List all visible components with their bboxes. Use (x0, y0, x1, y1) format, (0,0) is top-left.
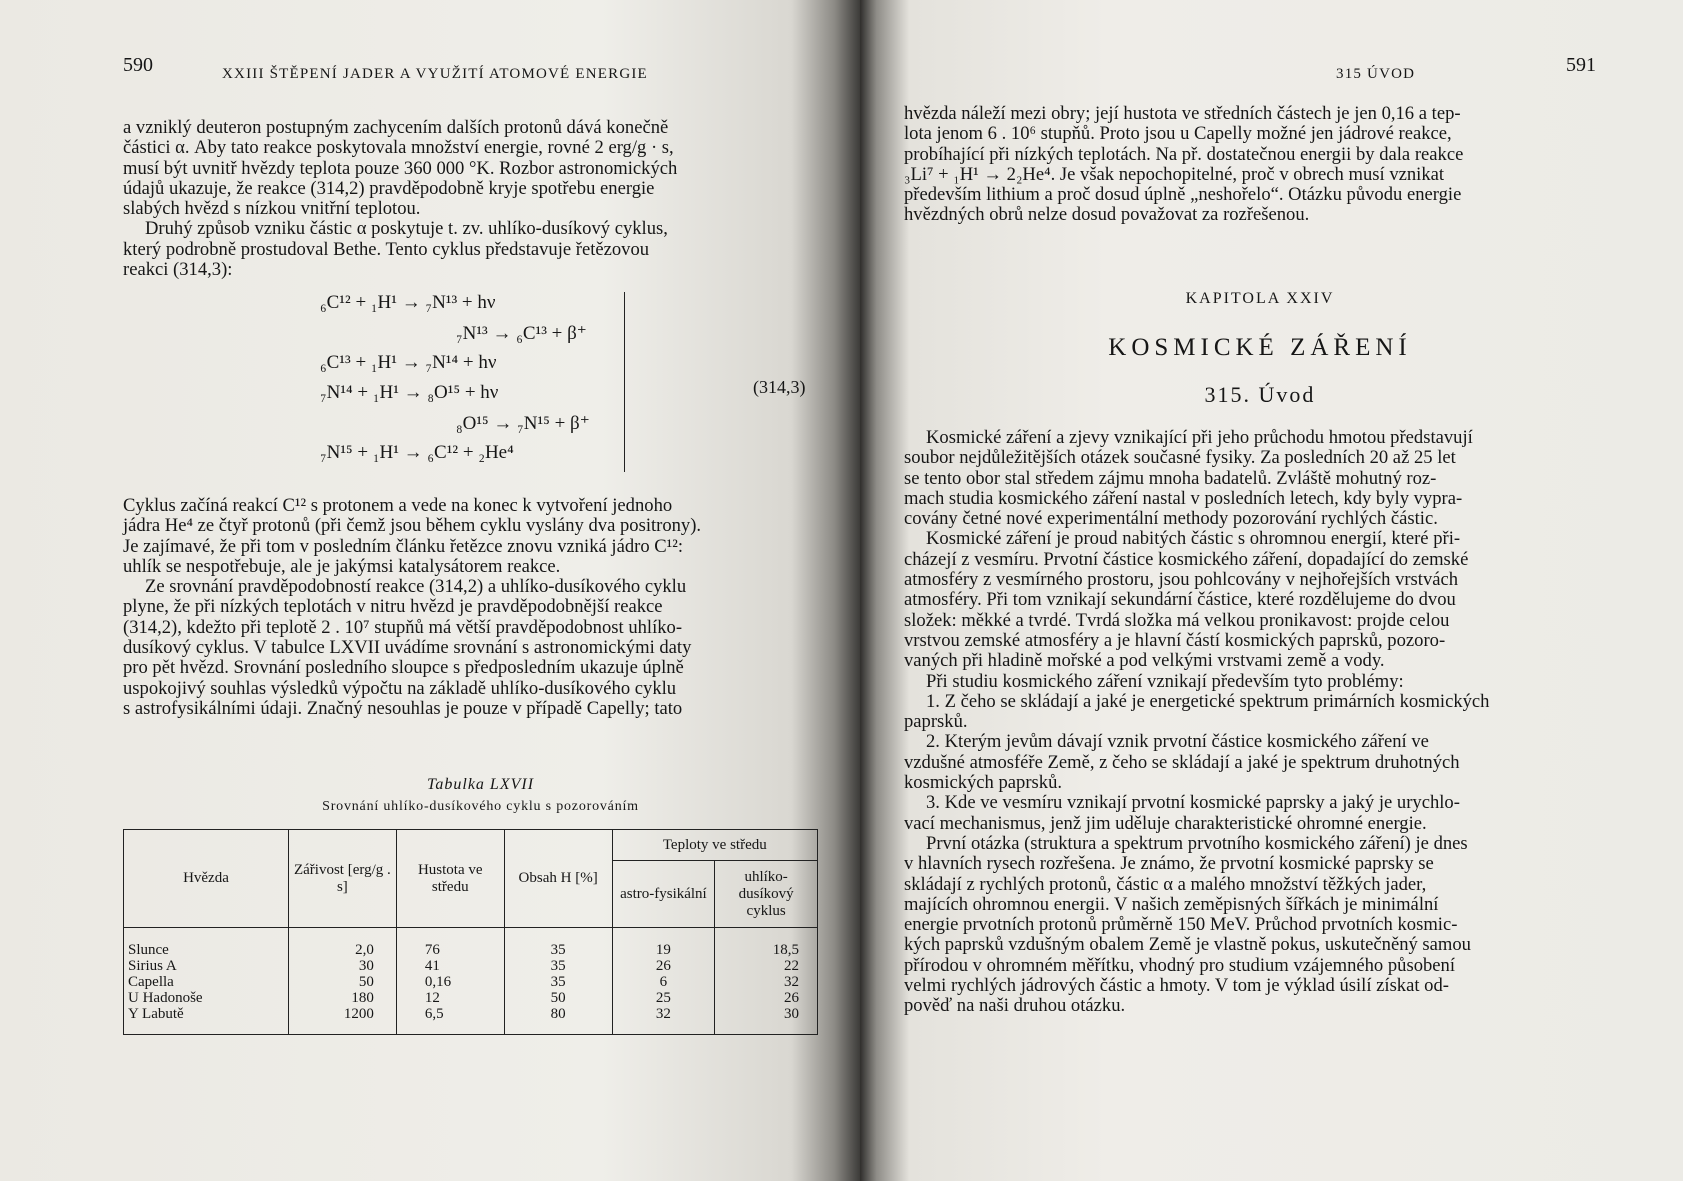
reaction-cycle-equations (320, 292, 840, 482)
density-cell: 0,16 (396, 974, 504, 990)
density-cell: 6,5 (396, 1006, 504, 1035)
right-text-top (904, 104, 1639, 226)
table-subtitle: Srovnání uhlíko-dusíkového cyklu s pozorováním (322, 799, 639, 814)
equation: ₇N¹⁴ + ₁H¹ → ₈O¹⁵ + hν (320, 382, 499, 403)
left-text-bottom (123, 496, 818, 719)
table-row (124, 958, 818, 974)
column-header: Zářivost [erg/g . s] (288, 830, 396, 928)
hydrogen-cell: 50 (504, 990, 612, 1006)
equation-brace (622, 292, 625, 472)
equation: ₇N¹³ → ₆C¹³ + β⁺ (456, 323, 587, 344)
text-line: s astrofysikálními údaji. Značný nesouhlas je pouze v případě Capelly; tato (123, 697, 683, 719)
text-line: hvězdných obrů nelze dosud považovat za rozřešenou. (904, 204, 1310, 226)
cno-temp-cell: 30 (715, 1006, 818, 1035)
text-line: především lithium a proč dosud úplně „neshořelo“. Otázku původu energie (904, 184, 1462, 206)
text-line: skládají z rychlých protonů, částic α a malého množství těžkých jader, (904, 873, 1427, 895)
text-line: jádra He⁴ ze čtyř protonů (při čemž jsou během cyklu vyslány dva positrony). (123, 515, 702, 537)
cno-temp-cell: 22 (715, 958, 818, 974)
star-cell: Sirius A (124, 958, 289, 974)
luminosity-cell: 30 (288, 958, 396, 974)
cno-temp-cell: 26 (715, 990, 818, 1006)
column-group-header: Teploty ve středu (612, 830, 817, 861)
text-line: uhlík se nespotřebuje, ale je jakýmsi katalysátorem reakce. (123, 555, 561, 577)
equation: ₇N¹⁵ + ₁H¹ → ₆C¹² + ₂He⁴ (320, 442, 514, 463)
paragraph (123, 219, 818, 280)
list-item: 1. Z čeho se skládají a jaké je energetické spektrum primárních kosmických (926, 690, 1490, 712)
equation: ₈O¹⁵ → ₇N¹⁵ + β⁺ (456, 413, 590, 434)
equation-number: (314,3) (753, 377, 806, 397)
luminosity-cell: 50 (288, 974, 396, 990)
text-line: Druhý způsob vzniku částic α poskytuje t. zv. uhlíko-dusíkový cyklus, (145, 218, 668, 240)
text-line: velmi rychlých jádrových částic a hmoty. V tom je výklad úsilí získat od- (904, 975, 1449, 997)
hydrogen-cell: 80 (504, 1006, 612, 1035)
text-line: mach studia kosmického záření nastal v posledních letech, kdy byly vypra- (904, 487, 1463, 509)
text-line: vaných při hladině mořské a pod velkými vrstvami země a vody. (904, 650, 1385, 672)
table-title: Tabulka LXVII (426, 776, 535, 793)
text-line: který podrobně prostudoval Bethe. Tento cyklus představuje řetězovou (123, 238, 650, 260)
text-line: v hlavních rysech rozřešena. Je známo, že prvotní kosmické paprsky se (904, 853, 1434, 875)
column-header: Obsah H [%] (504, 830, 612, 928)
paragraph (904, 428, 1639, 529)
text-line: Ze srovnání pravděpodobností reakce (314,2) a uhlíko-dusíkového cyklu (145, 576, 687, 598)
text-line: dusíkový cyklus. V tabulce LXVII uvádíme srovnání s astronomickými daty (123, 637, 692, 659)
luminosity-cell: 2,0 (288, 928, 396, 959)
paragraph (904, 104, 1639, 226)
text-line: Při studiu kosmického záření vznikají především tyto problémy: (926, 670, 1404, 692)
text-line: hvězda náleží mezi obry; její hustota ve středních částech je jen 0,16 a tep- (904, 103, 1461, 124)
text-line: částici α. Aby tato reakce poskytovala množství energie, rovné 2 erg/g · s, (123, 137, 674, 159)
left-text-top (123, 118, 818, 280)
numbered-list (904, 692, 1639, 834)
hydrogen-cell: 35 (504, 958, 612, 974)
paragraph (904, 834, 1639, 1017)
column-header: Hustota ve středu (396, 830, 504, 928)
text-line: Cyklus začíná reakcí C¹² s protonem a vede na konec k vytvoření jednoho (123, 495, 673, 516)
section-title: 315. Úvod (1204, 382, 1316, 407)
text-line: První otázka (struktura a spektrum prvotního kosmického záření) je dnes (926, 832, 1468, 854)
cno-temp-cell: 18,5 (715, 928, 818, 959)
text-line: vací mechanismus, jenž jim uděluje charakteristické ohromné energie. (904, 812, 1427, 834)
astro-temp-cell: 25 (612, 990, 715, 1006)
text-line: lota jenom 6 . 10⁶ stupňů. Proto jsou u Capelly možné jen jádrové reakce, (904, 123, 1452, 145)
text-line: cházejí z vesmíru. Prvotní částice kosmického záření, dopadající do zemské (904, 548, 1469, 570)
text-line: pověď na naši druhou otázku. (904, 995, 1126, 1017)
astro-temp-cell: 26 (612, 958, 715, 974)
text-line: reakci (314,3): (123, 259, 233, 281)
text-line: pro pět hvězd. Srovnání posledního sloupce s předposledním ukazuje úplně (123, 657, 684, 679)
text-line: musí být uvnitř hvězdy teplota pouze 360 000 °K. Rozbor astronomických (123, 157, 678, 179)
paragraph (904, 672, 1639, 692)
star-cell: Capella (124, 974, 289, 990)
paragraph (123, 577, 818, 719)
hydrogen-cell: 35 (504, 974, 612, 990)
text-line: atmosféry. Při tom vznikají sekundární částice, které rozdělujeme do dvou (904, 589, 1456, 611)
table-row (124, 1006, 818, 1035)
text-line: covány četné nové experimentální methody pozorování rychlých částic. (904, 508, 1438, 530)
table-row (124, 974, 818, 990)
page-number-right: 591 (1566, 54, 1596, 76)
chapter-title: KOSMICKÉ ZÁŘENÍ (1108, 334, 1412, 361)
equation: ₆C¹² + ₁H¹ → ₇N¹³ + hν (320, 292, 496, 313)
star-cell: Slunce (124, 928, 289, 959)
text-line: vrstvou zemské atmosféry a je hlavní částí kosmických paprsků, pozoro- (904, 629, 1446, 651)
text-line: kých paprsků vzdušným obalem Země je vlastně pokus, uskutečněný samou (904, 934, 1471, 956)
text-line: složek: měkké a tvrdé. Tvrdá složka má velkou pronikavost: projde celou (904, 609, 1450, 631)
text-line: údajů ukazuje, že reakce (314,2) pravděpodobně kryje spotřebu energie (123, 177, 655, 199)
paragraph (904, 529, 1639, 671)
text-line: soubor nejdůležitějších otázek současné fysiky. Za posledních 20 až 25 let (904, 447, 1456, 469)
density-cell: 41 (396, 958, 504, 974)
paragraph (123, 496, 818, 577)
text-line: majících ohromnou energii. V našich zeměpisných šířkách je minimální (904, 893, 1439, 915)
page-number-left: 590 (123, 54, 153, 76)
astro-temp-cell: 6 (612, 974, 715, 990)
text-line: Kosmické záření je proud nabitých částic s ohromnou energií, které při- (926, 528, 1461, 550)
comparison-table (123, 829, 818, 1035)
column-header: astro-fysikální (612, 861, 715, 928)
text-line: paprsků. (904, 711, 968, 733)
column-header: uhlíko-dusíkový cyklus (715, 861, 818, 928)
text-line: ₃Li⁷ + ₁H¹ → 2₂He⁴. Je však nepochopitelné, proč v obrech musí vznikat (904, 163, 1445, 185)
star-cell: Y Labutě (124, 1006, 289, 1035)
luminosity-cell: 1200 (288, 1006, 396, 1035)
text-line: kosmických paprsků. (904, 772, 1063, 794)
table-row (124, 928, 818, 959)
density-cell: 76 (396, 928, 504, 959)
paragraph (123, 118, 818, 219)
text-line: přírodou v ohromném měřítku, vhodný pro studium vzájemného působení (904, 954, 1456, 976)
text-line: plyne, že při nízkých teplotách v nitru hvězd je pravděpodobnější reakce (123, 596, 663, 618)
text-line: uspokojivý souhlas výsledků výpočtu na základě uhlíko-dusíkového cyklu (123, 677, 677, 699)
cno-temp-cell: 32 (715, 974, 818, 990)
text-line: Kosmické záření a zjevy vznikající při jeho průchodu hmotou představují (926, 427, 1473, 448)
table-row (124, 990, 818, 1006)
star-cell: U Hadonoše (124, 990, 289, 1006)
text-line: slabých hvězd s nízkou vnitřní teplotou. (123, 198, 421, 220)
text-line: probíhající při nízkých teplotách. Na př. dostatečnou energii by dala reakce (904, 143, 1464, 165)
astro-temp-cell: 19 (612, 928, 715, 959)
luminosity-cell: 180 (288, 990, 396, 1006)
text-line: energie prvotních protonů průměrně 150 MeV. Průchod prvotních kosmic- (904, 914, 1458, 936)
text-line: atmosféry z vesmírného prostoru, jsou pohlcovány v nejhořejších vrstvách (904, 569, 1459, 591)
astro-temp-cell: 32 (612, 1006, 715, 1035)
equation: ₆C¹³ + ₁H¹ → ₇N¹⁴ + hν (320, 352, 497, 373)
column-header: Hvězda (124, 830, 289, 928)
right-text-main (904, 428, 1639, 1017)
text-line: se tento obor stal středem zájmu mnoha badatelů. Zvláště mohutný roz- (904, 467, 1437, 489)
text-line: (314,2), kdežto při teplotě 2 . 10⁷ stupňů má větší pravděpodobnost uhlíko- (123, 616, 683, 638)
list-item: 3. Kde ve vesmíru vznikají prvotní kosmické paprsky a jaký je urychlo- (926, 792, 1460, 814)
text-line: Je zajímavé, že při tom v posledním článku řetězce znovu vzniká jádro C¹²: (123, 535, 683, 557)
running-head-left: XXIII ŠTĚPENÍ JADER A VYUŽITÍ ATOMOVÉ ENERGIE (222, 66, 648, 82)
list-item: 2. Kterým jevům dávají vznik prvotní částice kosmického záření ve (926, 731, 1429, 753)
text-line: vzdušné atmosféře Země, z čeho se skládají a jaké je spektrum druhotných (904, 751, 1460, 773)
running-head-right: 315 ÚVOD (1336, 66, 1416, 82)
density-cell: 12 (396, 990, 504, 1006)
chapter-label: KAPITOLA XXIV (1185, 290, 1335, 307)
text-line: a vzniklý deuteron postupným zachycením dalších protonů dává konečně (123, 117, 669, 138)
hydrogen-cell: 35 (504, 928, 612, 959)
